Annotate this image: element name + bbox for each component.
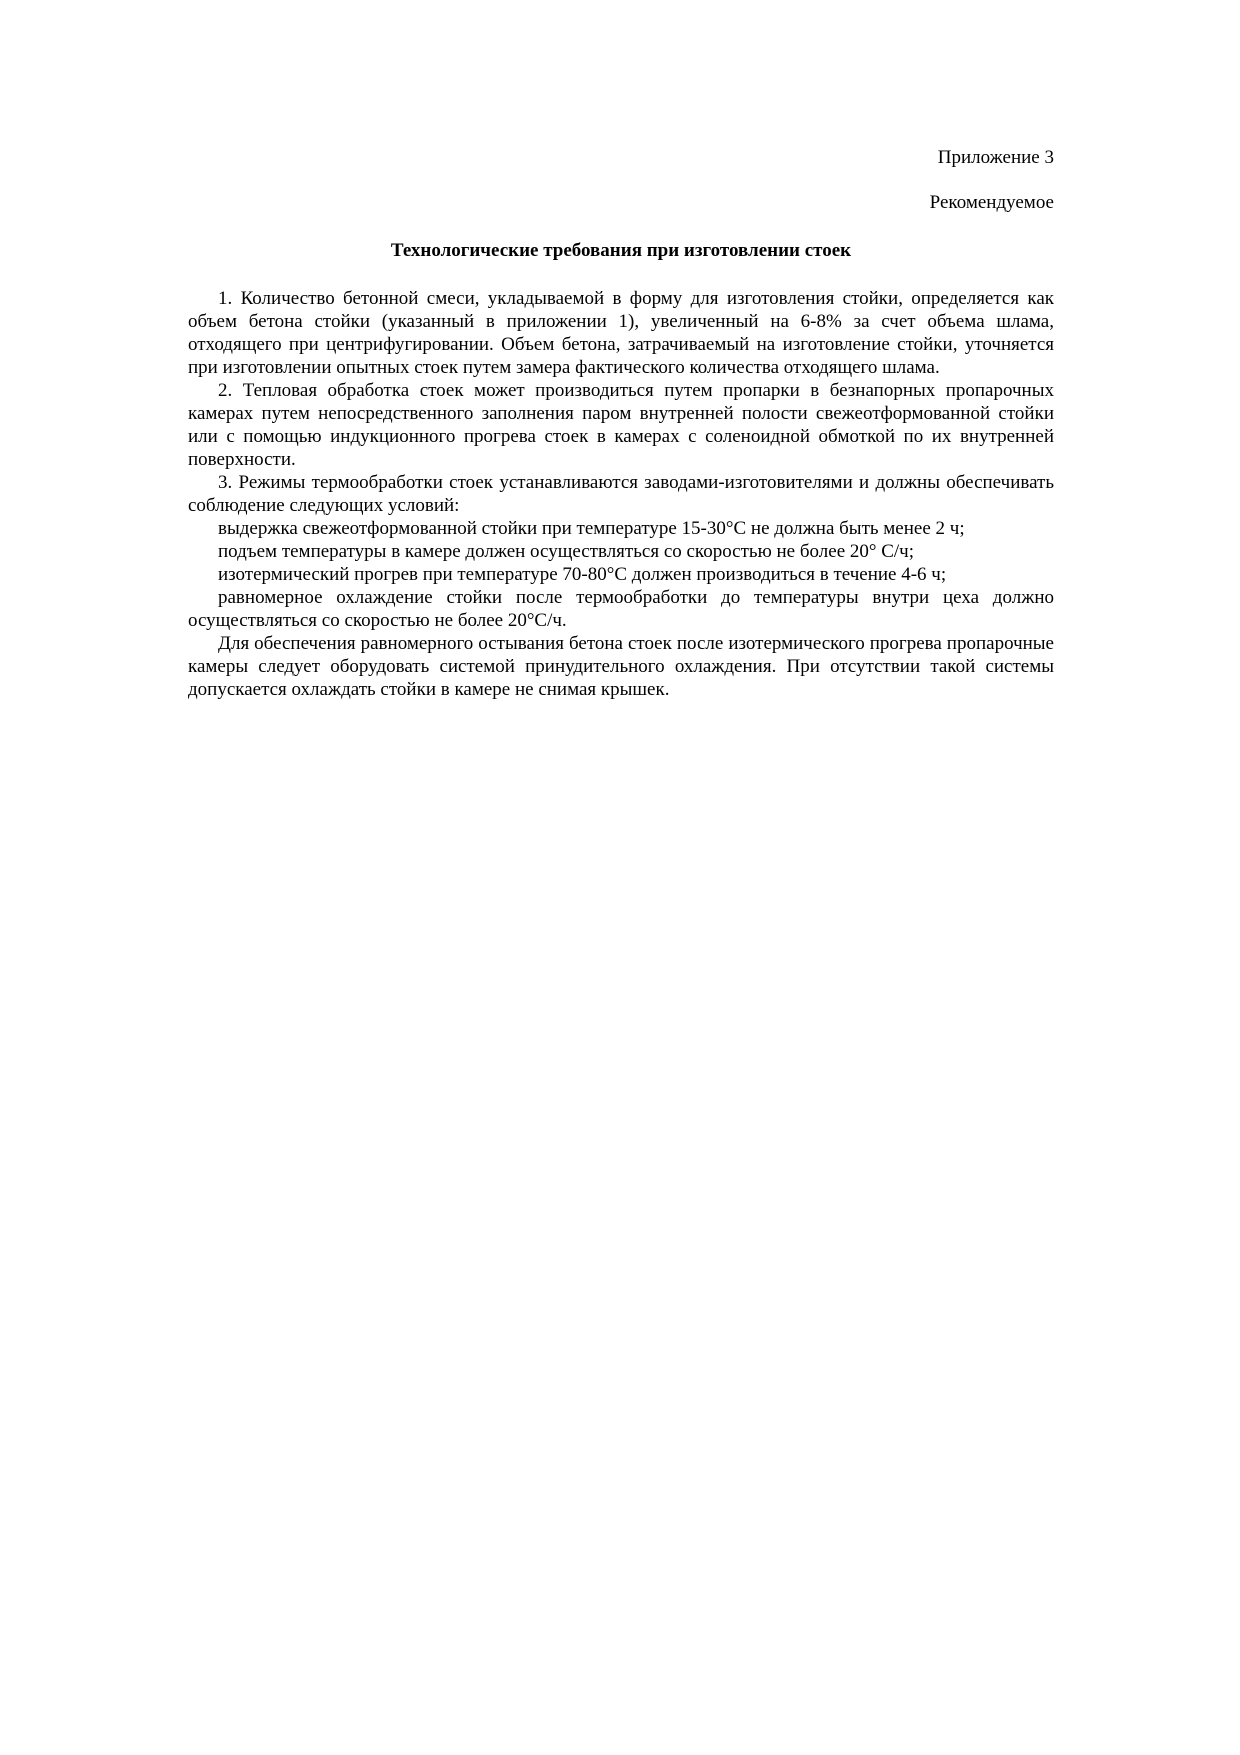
paragraph-cooling: Для обеспечения равномерного остывания бетона стоек после изотермического прогрева пропарочные камеры следует оборудовать системой принудительного охлаждения. При отсутствии такой системы допускается охлаждать стойки в камере не снимая крышек. xyxy=(188,633,1054,700)
status-label: Рекомендуемое xyxy=(929,192,1054,213)
document-title: Технологические требования при изготовлении стоек xyxy=(390,240,852,261)
condition-item: изотермический прогрев при температуре 70-80°С должен производиться в течение 4-6 ч; xyxy=(218,564,947,585)
paragraph-thermal-modes: 3. Режимы термообработки стоек устанавливаются заводами-изготовителями и должны обеспечивать соблюдение следующих условий: xyxy=(188,472,1054,516)
body-text xyxy=(188,287,1054,701)
condition-item: подъем температуры в камере должен осуществляться со скоростью не более 20° С/ч; xyxy=(218,541,915,562)
document-page xyxy=(188,146,1054,701)
condition-item: выдержка свежеотформованной стойки при температуре 15-30°С не должна быть менее 2 ч; xyxy=(218,518,965,539)
appendix-label: Приложение 3 xyxy=(937,147,1054,168)
paragraph-heat-treatment: 2. Тепловая обработка стоек может производиться путем пропарки в безнапорных пропарочных камерах путем непосредственного заполнения паром внутренней полости свежеотформованной стойки или с помощью индукционного прогрева стоек в камерах с соленоидной обмоткой по их внутренней поверхности. xyxy=(188,380,1054,470)
condition-item: равномерное охлаждение стойки после термообработки до температуры внутри цеха должно осуществляться со скоростью не более 20°С/ч. xyxy=(188,587,1054,631)
paragraph-concrete-volume: 1. Количество бетонной смеси, укладываемой в форму для изготовления стойки, определяется как объем бетона стойки (указанный в приложении 1), увеличенный на 6-8% за счет объема шлама, отходящего при центрифугировании. Объем бетона, затрачиваемый на изготовление стойки, уточняется при изготовлении опытных стоек путем замера фактического количества отходящего шлама. xyxy=(188,288,1054,378)
